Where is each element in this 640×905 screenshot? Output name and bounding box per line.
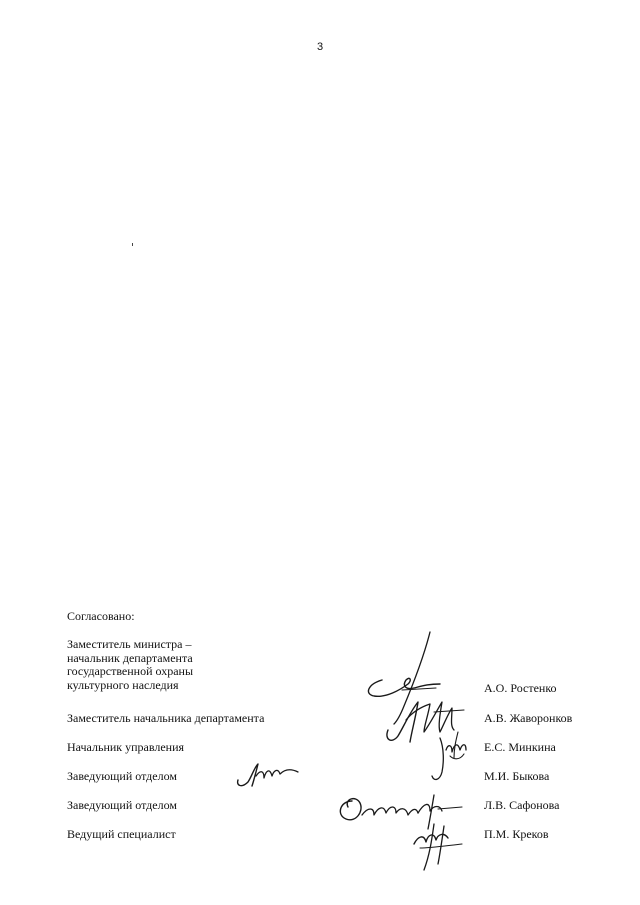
approval-name-0: А.О. Ростенко [484, 681, 557, 695]
approval-position-4: Заведующий отделом [67, 798, 177, 812]
approval-name-5: П.М. Креков [484, 827, 549, 841]
position-line: государственной охраны [67, 664, 194, 678]
approval-heading: Согласовано: [67, 609, 135, 623]
approval-name-4: Л.В. Сафонова [484, 798, 560, 812]
page-number: 3 [316, 41, 324, 53]
position-line: начальник департамента [67, 650, 193, 665]
position-line: Заместитель министра – [67, 637, 192, 651]
approval-name-3: М.И. Быкова [484, 769, 550, 783]
approval-position-0 [67, 638, 193, 692]
approval-position-5: Ведущий специалист [67, 827, 176, 841]
signature-minkina [428, 728, 474, 786]
approval-position-1: Заместитель начальника департамента [67, 711, 265, 725]
approval-position-2: Начальник управления [67, 740, 185, 754]
position-line: культурного наследия [67, 677, 179, 692]
approval-position-3: Заведующий отделом [67, 769, 177, 783]
approval-name-2: Е.С. Минкина [484, 740, 556, 754]
approval-name-1: А.В. Жаворонков [484, 711, 573, 725]
signature-krekov [404, 818, 468, 876]
signature-bykova [232, 758, 302, 790]
stray-mark [132, 243, 133, 246]
